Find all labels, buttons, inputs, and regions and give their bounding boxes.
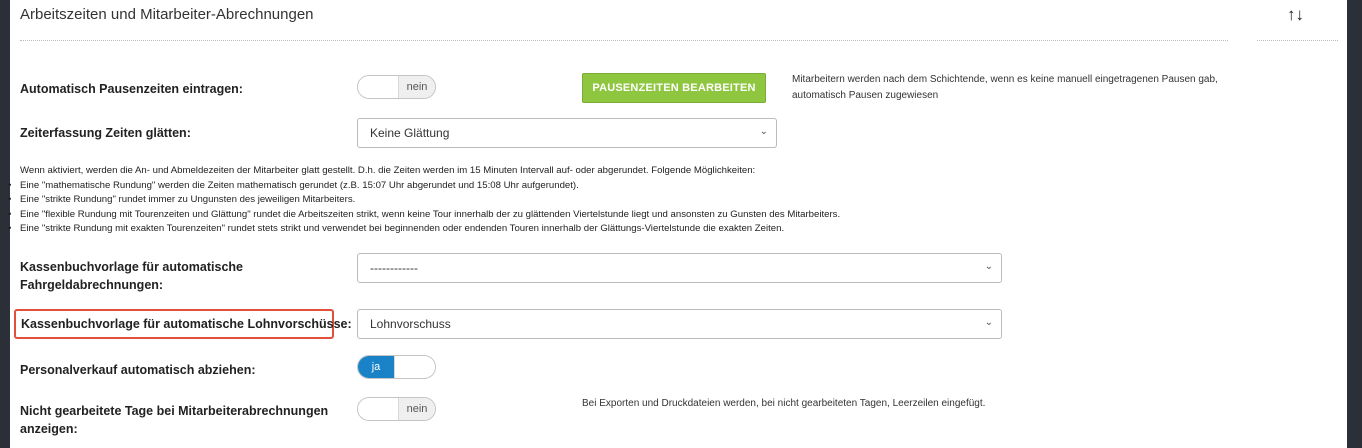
chevron-down-icon: ⌄ [984,261,993,272]
list-item: • Eine "flexible Rundung mit Tourenzeiten und Glättung" rundet die Arbeitszeiten strikt, wenn keine Tour innerhalb der zu glättenden Viertelstunde liegt und ansonsten zu Gunsten des Mitarbeiters. [20,208,840,223]
lohnvorschuss-value: Lohnvorschuss [370,317,451,331]
chevron-down-icon: ⌄ [984,317,993,328]
lohnvorschuss-label: Kassenbuchvorlage für automatische Lohnvorschüsse: [21,317,352,331]
glaetten-description [20,164,840,237]
toggle-state: nein [398,398,435,420]
pausen-toggle[interactable] [357,75,436,99]
personalverkauf-toggle[interactable] [357,355,436,379]
nicht-gearbeitet-label-line1: Nicht gearbeitete Tage bei Mitarbeiterabrechnungen [20,404,329,418]
fahrgeld-value: ------------ [370,261,418,275]
glaetten-select[interactable] [357,118,777,148]
pausen-label: Automatisch Pausenzeiten eintragen: [20,82,243,96]
edit-breaks-button[interactable]: PAUSENZEITEN BEARBEITEN [582,73,766,103]
nicht-gearbeitet-toggle[interactable] [357,397,436,421]
list-item: • Eine "strikte Rundung" rundet immer zu Ungunsten des jeweiligen Mitarbeiters. [20,193,840,208]
nicht-gearbeitet-note: Bei Exporten und Druckdateien werden, bei nicht gearbeiteten Tagen, Leerzeilen eingefügt. [582,398,986,409]
list-item: • Eine "mathematische Rundung" werden die Zeiten mathematisch gerundet (z.B. 15:07 Uhr abgerundet und 15:08 Uhr aufgerundet). [20,179,840,194]
fahrgeld-label-line1: Kassenbuchvorlage für automatische [20,260,243,274]
pausen-note: Mitarbeitern werden nach dem Schichtende, wenn es keine manuell eingetragenen Pausen gab, automatisch Pausen zugewiesen [792,74,1218,101]
lohnvorschuss-select[interactable] [357,309,1002,339]
fahrgeld-label [20,258,243,294]
glaetten-value: Keine Glättung [370,126,450,140]
description-list [20,179,840,237]
divider [1257,40,1338,41]
section-title: Arbeitszeiten und Mitarbeiter-Abrechnungen [20,6,314,23]
toggle-knob [358,398,398,420]
description-intro: Wenn aktiviert, werden die An- und Abmeldezeiten der Mitarbeiter glatt gestellt. D.h. die Zeiten werden im 15 Minuten Intervall auf- oder abgerundet. Folgende Möglichkeiten: [20,165,756,176]
divider [20,40,1228,41]
personalverkauf-label: Personalverkauf automatisch abziehen: [20,363,256,377]
toggle-state: ja [358,356,395,378]
nicht-gearbeitet-label [20,402,328,438]
toggle-knob [358,76,398,98]
fahrgeld-select[interactable] [357,253,1002,283]
list-item: • Eine "strikte Rundung mit exakten Tourenzeiten" rundet stets strikt und verwendet bei beginnenden oder endenden Touren innerhalb der Glättungs-Viertelstunde die exakten Zeiten. [20,222,840,237]
toggle-state: nein [398,76,435,98]
nicht-gearbeitet-label-line2: anzeigen: [20,422,78,436]
glaetten-label: Zeiterfassung Zeiten glätten: [20,126,191,140]
chevron-down-icon: ⌄ [759,126,768,137]
sort-icon[interactable]: ↑↓ [1287,5,1304,24]
fahrgeld-label-line2: Fahrgeldabrechnungen: [20,278,164,292]
toggle-knob [395,356,435,378]
